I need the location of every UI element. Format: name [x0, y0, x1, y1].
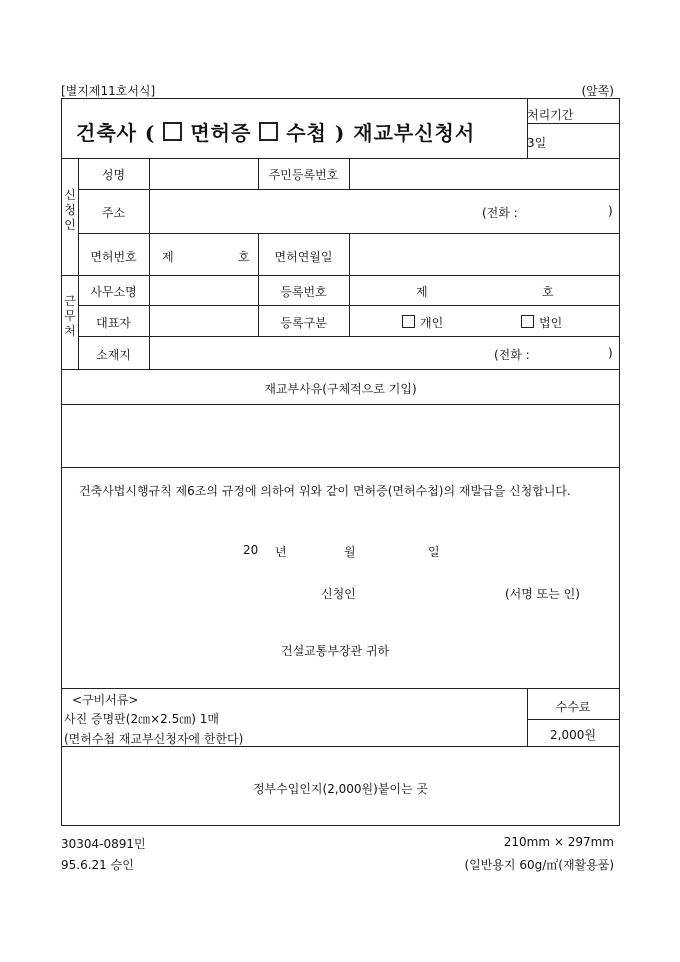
address-field[interactable]: [150, 190, 480, 233]
date-day: 일: [428, 545, 440, 559]
office-name-field[interactable]: [150, 276, 257, 305]
reason-field[interactable]: [64, 406, 617, 466]
processing-label: 처리기간: [527, 108, 574, 122]
representative-label: 대표자: [96, 316, 131, 330]
date-year: 년: [275, 545, 287, 559]
title-suffix: ) 재교부신청서: [334, 121, 476, 145]
footer-approval: 95.6.21 승인: [61, 858, 134, 872]
license-number-label: 면허번호: [90, 250, 137, 264]
form-number: [별지제11호서식]: [61, 84, 156, 98]
registration-type-label: 등록구분: [280, 316, 327, 330]
application-form: [61, 98, 620, 826]
title-option-license: 면허증: [190, 121, 252, 145]
documents-item: 사진 증명판(2㎝×2.5㎝) 1매: [64, 712, 219, 726]
individual-option[interactable]: 개인: [402, 314, 443, 331]
declaration-text: 건축사법시행규칙 제6조의 규정에 의하여 위와 같이 면허증(면허수첩)의 재발급을 신청합니다.: [79, 484, 571, 498]
reason-label: 재교부사유(구체적으로 기입): [264, 382, 417, 396]
office-name-label: 사무소명: [90, 285, 137, 299]
license-date-field[interactable]: [350, 234, 618, 275]
addressee: 건설교통부장관 귀하: [281, 644, 390, 658]
corporate-checkbox[interactable]: [521, 315, 534, 328]
name-field[interactable]: [150, 159, 257, 189]
license-number-ho: 호: [238, 250, 250, 264]
location-phone: (전화 :: [494, 348, 530, 362]
registration-ho: 호: [542, 285, 554, 299]
processing-value: 3일: [527, 136, 547, 150]
location-field[interactable]: [150, 337, 480, 369]
revenue-stamp-area: 정부수입인지(2,000원)붙이는 곳: [252, 782, 429, 796]
signature-note: (서명 또는 인): [505, 587, 580, 601]
registration-je: 제: [416, 285, 428, 299]
title-prefix: 건축사 (: [76, 121, 156, 145]
signer-label: 신청인: [321, 587, 356, 601]
location-phone-close: ): [608, 346, 613, 360]
documents-note: (면허수첩 재교부신청자에 한한다): [64, 732, 244, 746]
workplace-group-label: 근 무 처: [64, 294, 76, 338]
date-month: 월: [344, 545, 356, 559]
license-date-label: 면허연월일: [274, 250, 333, 264]
corporate-option[interactable]: 법인: [521, 314, 562, 331]
form-title: [76, 117, 475, 146]
footer-size: 210mm × 297mm: [503, 835, 614, 849]
date-year-prefix: 20: [243, 543, 259, 557]
location-label: 소재지: [96, 348, 131, 362]
address-label: 주소: [101, 206, 126, 220]
fee-value: 2,000원: [550, 728, 596, 742]
footer-paper: (일반용지 60g/㎡(재활용품): [464, 858, 614, 872]
fee-label: 수수료: [555, 700, 591, 714]
license-number-je: 제: [162, 250, 174, 264]
representative-field[interactable]: [150, 306, 257, 336]
footer-code: 30304-0891민: [61, 837, 146, 851]
rrn-label: 주민등록번호: [268, 168, 339, 182]
address-phone-close: ): [608, 204, 613, 218]
license-checkbox[interactable]: [163, 122, 182, 141]
address-phone: (전화 :: [482, 206, 518, 220]
handbook-checkbox[interactable]: [259, 122, 278, 141]
documents-title: <구비서류>: [72, 693, 139, 707]
applicant-group-label: 신 청 인: [64, 188, 76, 232]
individual-checkbox[interactable]: [402, 315, 415, 328]
registration-number-label: 등록번호: [280, 285, 327, 299]
page-side: (앞쪽): [581, 84, 614, 98]
name-label: 성명: [101, 168, 126, 182]
title-option-handbook: 수첩: [286, 121, 327, 145]
rrn-field[interactable]: [350, 159, 618, 189]
